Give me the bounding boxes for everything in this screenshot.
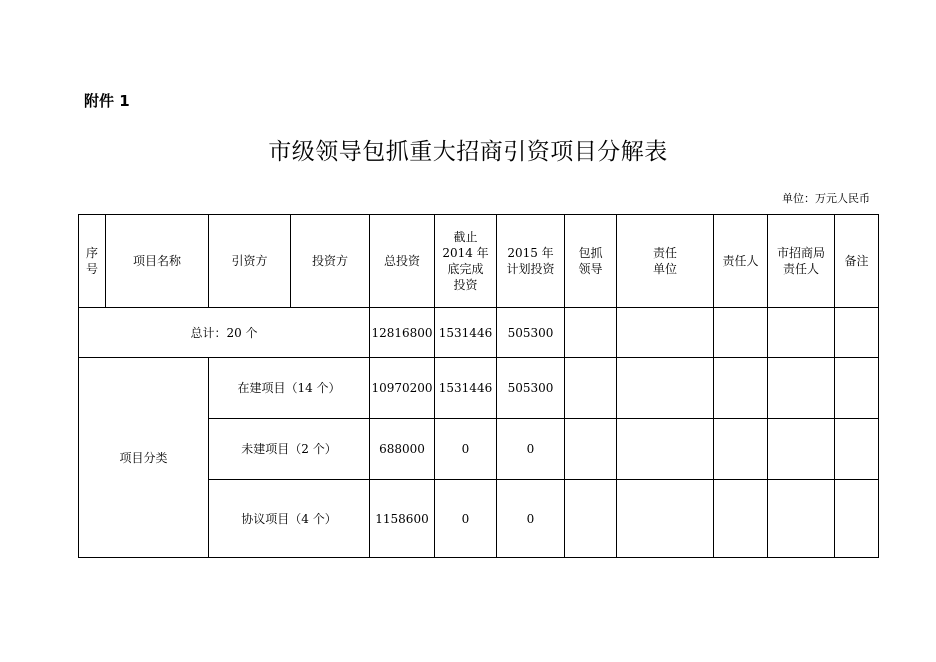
total-completed-cell: 1531446	[435, 308, 497, 358]
category-plan-2015: 0	[497, 480, 565, 558]
empty-cell	[768, 308, 835, 358]
category-name: 协议项目（4 个）	[209, 480, 370, 558]
empty-cell	[835, 480, 879, 558]
empty-cell	[714, 480, 768, 558]
empty-cell	[835, 308, 879, 358]
header-total-investment: 总投资	[370, 215, 435, 308]
unit-label: 单位：万元人民币	[782, 192, 870, 205]
page-title: 市级领导包抓重大招商引资项目分解表	[268, 139, 668, 165]
total-plan-cell: 505300	[497, 308, 565, 358]
empty-cell	[768, 480, 835, 558]
category-total-investment: 688000	[370, 419, 435, 480]
category-plan-2015: 0	[497, 419, 565, 480]
header-bureau-person: 市招商局 责任人	[768, 215, 835, 308]
empty-cell	[714, 358, 768, 419]
attachment-label: 附件 1	[84, 92, 130, 110]
total-investment-cell: 12816800	[370, 308, 435, 358]
category-completed-2014: 1531446	[435, 358, 497, 419]
header-leader: 包抓 领导	[565, 215, 617, 308]
category-name: 在建项目（14 个）	[209, 358, 370, 419]
empty-cell	[617, 480, 714, 558]
header-investor: 投资方	[291, 215, 370, 308]
empty-cell	[768, 358, 835, 419]
category-total-investment: 1158600	[370, 480, 435, 558]
category-name: 未建项目（2 个）	[209, 419, 370, 480]
header-responsible-unit: 责任 单位	[617, 215, 714, 308]
header-row	[79, 215, 879, 308]
total-row	[79, 308, 879, 358]
header-project-name: 项目名称	[106, 215, 209, 308]
header-seq: 序 号	[79, 215, 106, 308]
empty-cell	[768, 419, 835, 480]
empty-cell	[714, 308, 768, 358]
header-responsible-person: 责任人	[714, 215, 768, 308]
empty-cell	[617, 308, 714, 358]
empty-cell	[617, 419, 714, 480]
empty-cell	[565, 419, 617, 480]
category-total-investment: 10970200	[370, 358, 435, 419]
header-completed-2014: 截止 2014 年 底完成 投资	[435, 215, 497, 308]
empty-cell	[714, 419, 768, 480]
header-investor-in: 引资方	[209, 215, 291, 308]
total-label: 总计：20 个	[79, 308, 370, 358]
category-completed-2014: 0	[435, 419, 497, 480]
category-plan-2015: 505300	[497, 358, 565, 419]
empty-cell	[617, 358, 714, 419]
empty-cell	[835, 419, 879, 480]
empty-cell	[565, 308, 617, 358]
category-label: 项目分类	[79, 358, 209, 558]
empty-cell	[835, 358, 879, 419]
header-plan-2015: 2015 年 计划投资	[497, 215, 565, 308]
empty-cell	[565, 358, 617, 419]
header-remarks: 备注	[835, 215, 879, 308]
empty-cell	[565, 480, 617, 558]
project-table	[78, 214, 879, 558]
category-completed-2014: 0	[435, 480, 497, 558]
table-row	[79, 358, 879, 419]
